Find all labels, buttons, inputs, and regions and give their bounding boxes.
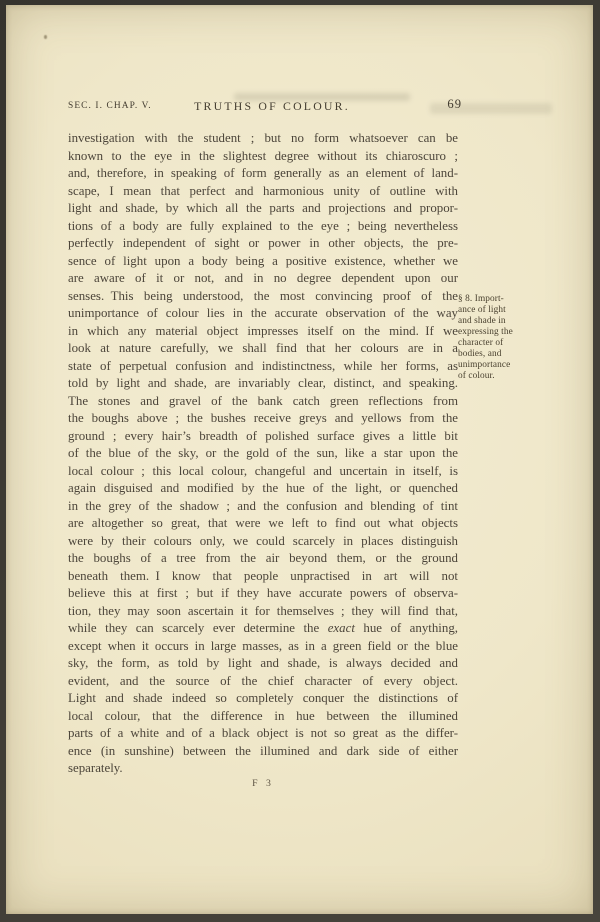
running-head-title: TRUTHS OF COLOUR. [194,99,350,113]
text-line: in which any material object impresses itself on the mind. If we [68,323,458,338]
text-line: in the grey of the shadow ; and the confusion and blending of tint [68,498,458,513]
text-line: are altogether so great, that were we left to find out what objects [68,516,458,530]
text-line: ence (in sunshine) between the illumined and dark side of either [68,743,458,758]
text-line: again disguised and modified by the hue of the light, or quenched [68,481,458,495]
margin-note [458,294,556,382]
text-line: sky, the form, as told by light and shade, is always decided and [68,656,458,670]
text-line: local colour, that the difference in hue between the illumined [68,708,458,723]
text-line: scape, I mean that perfect and harmonious unity of outline with [68,183,458,198]
text-line: beneath them. I know that people unpractised in art will not [68,568,458,583]
text-line: except when it occurs in large masses, as in a green field or the blue [68,638,458,653]
margin-note-line: expressing the [458,326,513,337]
margin-note-line: and shade in [458,315,506,326]
margin-note-line: of colour. [458,370,495,381]
text-line: tions of a body are fully explained to the eye ; being nevertheless [68,218,458,233]
margin-note-line: § 8. Import- [458,294,504,304]
text-line: the boughs above ; the bushes receive greys and yellows from the [68,411,458,425]
text-line: while they can scarcely ever determine the exact hue of anything, [68,621,458,635]
text-line: Light and shade indeed so completely conquer the distinctions of [68,691,458,705]
body-text [68,130,458,778]
text-line: light and shade, by which all the parts and projections and propor- [68,201,458,215]
book-page [6,5,593,914]
margin-note-line: ance of light [458,304,506,315]
running-head-section: SEC. I. CHAP. V. [68,101,152,111]
text-line: parts of a white and of a black object is not so great as the differ- [68,726,458,740]
text-line: of the blue of the sky, or the gold of the sun, like a star upon the [68,446,458,460]
page-number: 69 [447,97,462,111]
text-line: state of perpetual confusion and indistinctness, while her forms, as [68,358,458,373]
text-line: tion, they may soon ascertain it for themselves ; they will find that, [68,603,458,618]
margin-note-line: character of [458,337,504,348]
text-line: told by light and shade, are invariably clear, distinct, and speaking. [68,376,458,390]
signature-mark: F 3 [252,778,274,789]
margin-note-line: bodies, and [458,348,502,359]
margin-note-line: unimportance [458,359,511,370]
text-line: The stones and gravel of the bank catch green reflections from [68,393,458,408]
text-line: ground ; every hair’s breadth of polished surface gives a little bit [68,428,458,443]
paper-speck [44,35,47,39]
text-line: and, therefore, in speaking of form generally as an element of land- [68,166,458,180]
text-line: believe this at first ; but if they have accurate powers of observa- [68,586,458,600]
text-line: separately. [68,761,123,775]
text-line: perfectly independent of sight or power in other objects, the pre- [68,236,458,250]
text-line: were by their colours only, we could scarcely in places distinguish [68,533,458,548]
text-line: local colour ; this local colour, changeful and uncertain in itself, is [68,463,458,478]
text-line: are aware of it or not, and in no degree dependent upon our [68,271,458,285]
text-line: evident, and the source of the chief character of every object. [68,673,458,688]
text-line: investigation with the student ; but no form whatsoever can be [68,131,458,145]
text-line: look at nature carefully, we shall find that her colours are in a [68,341,458,355]
text-line: unimportance of colour lies in the accurate observation of the way [68,306,458,320]
text-line: the boughs of a tree from the air beyond them, or the ground [68,551,458,565]
text-line: known to the eye in the slightest degree without its chiaroscuro ; [68,148,458,163]
text-line: sence of light upon a body being a positive existence, whether we [68,253,458,268]
text-line: senses. This being understood, the most convincing proof of the [68,288,458,303]
